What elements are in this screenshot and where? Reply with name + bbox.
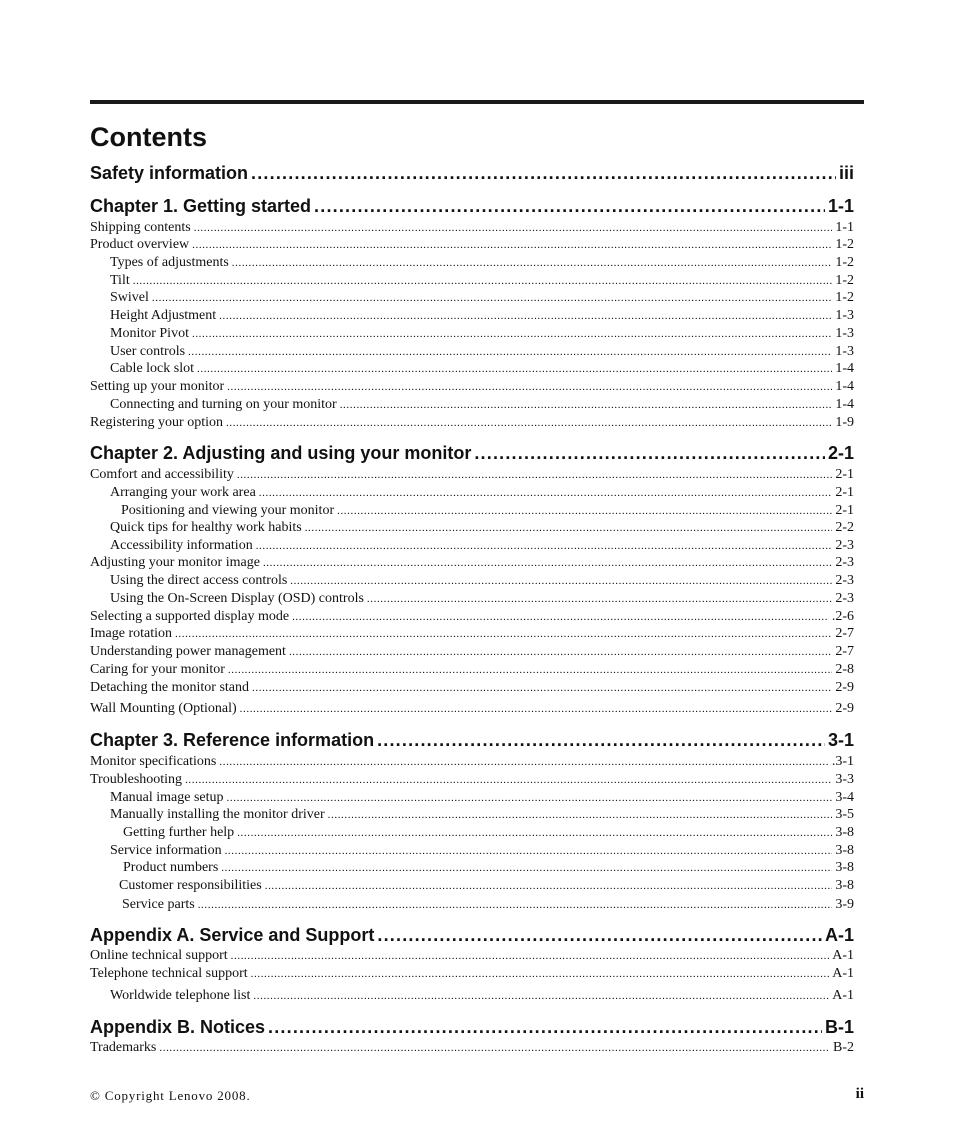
toc-page: 1-1 xyxy=(835,220,854,235)
toc-page: 2-1 xyxy=(827,443,854,463)
toc-page: 3-8 xyxy=(835,860,854,875)
toc-label: Image rotation xyxy=(90,626,173,641)
toc-entry[interactable] xyxy=(110,572,854,590)
toc-page: 3-4 xyxy=(835,790,854,805)
toc-label: Service information xyxy=(110,843,222,858)
page-number: ii xyxy=(855,1086,864,1102)
toc-entry[interactable] xyxy=(90,1039,854,1057)
toc-entry[interactable] xyxy=(90,700,854,718)
toc-page: 1-2 xyxy=(835,237,854,252)
toc-entry[interactable] xyxy=(90,965,854,983)
toc-label: Monitor specifications xyxy=(90,754,217,769)
toc-entry[interactable] xyxy=(90,608,854,626)
toc-page: 1-4 xyxy=(835,379,854,394)
toc-label: Adjusting your monitor image xyxy=(90,555,260,570)
toc-page: A-1 xyxy=(832,966,854,981)
toc-label: Connecting and turning on your monitor xyxy=(110,397,337,412)
toc-page: 1-2 xyxy=(835,273,854,288)
toc-page: B-1 xyxy=(824,1017,854,1037)
toc-entry-appendix-b[interactable] xyxy=(90,1016,854,1038)
toc-page: 2-3 xyxy=(835,555,854,570)
toc-label: Appendix B. Notices xyxy=(90,1017,266,1037)
toc-label: Customer responsibilities xyxy=(119,878,262,893)
toc-label: Quick tips for healthy work habits xyxy=(110,520,302,535)
toc-entry[interactable] xyxy=(110,987,854,1005)
toc-page: 2-1 xyxy=(835,467,854,482)
copyright-notice: © Copyright Lenovo 2008. xyxy=(90,1088,251,1103)
toc-page: A-1 xyxy=(824,925,854,945)
toc-label: Chapter 3. Reference information xyxy=(90,730,375,750)
toc-label: Swivel xyxy=(110,290,149,305)
toc-entry-chapter-2[interactable] xyxy=(90,442,854,464)
toc-label: Worldwide telephone list xyxy=(110,988,251,1003)
toc-entry[interactable] xyxy=(90,753,854,771)
toc-label: Wall Mounting (Optional) xyxy=(90,701,237,716)
toc-label: Registering your option xyxy=(90,415,223,430)
toc-page: 3-1 xyxy=(827,730,854,750)
toc-label: Troubleshooting xyxy=(90,772,183,787)
toc-entry[interactable] xyxy=(90,414,854,432)
toc-page: 1-3 xyxy=(835,344,854,359)
toc-entry[interactable] xyxy=(110,590,854,608)
toc-page: 1-2 xyxy=(835,255,854,270)
toc-label: Using the direct access controls xyxy=(110,573,288,588)
toc-label: Service parts xyxy=(122,897,195,912)
toc-label: Product overview xyxy=(90,237,190,252)
toc-label: Types of adjustments xyxy=(110,255,229,270)
toc-label: Accessibility information xyxy=(110,538,253,553)
toc-entry[interactable] xyxy=(90,625,854,643)
toc-label: Product numbers xyxy=(123,860,219,875)
toc-entry[interactable] xyxy=(90,947,854,965)
toc-entry[interactable] xyxy=(119,877,854,895)
toc-label: Selecting a supported display mode xyxy=(90,609,290,624)
toc-page: 3-8 xyxy=(835,825,854,840)
toc-page: .3-1 xyxy=(831,754,854,769)
toc-entry[interactable] xyxy=(90,219,854,237)
toc-label: Manually installing the monitor driver xyxy=(110,807,325,822)
toc-page: .2-6 xyxy=(831,609,854,624)
toc-label: Caring for your monitor xyxy=(90,662,225,677)
toc-entry[interactable] xyxy=(110,343,854,361)
toc-label: Appendix A. Service and Support xyxy=(90,925,375,945)
toc-entry[interactable] xyxy=(122,896,854,914)
toc-page: 1-4 xyxy=(835,361,854,376)
toc-entry[interactable] xyxy=(110,484,854,502)
page-title: Contents xyxy=(90,122,207,152)
toc-entry[interactable] xyxy=(90,661,854,679)
toc-label: Positioning and viewing your monitor xyxy=(121,503,335,518)
toc-label: Detaching the monitor stand xyxy=(90,680,250,695)
toc-entry[interactable] xyxy=(110,806,854,824)
toc-entry[interactable] xyxy=(110,289,854,307)
toc-page: 2-7 xyxy=(835,644,854,659)
toc-label: Monitor Pivot xyxy=(110,326,189,341)
toc-label: User controls xyxy=(110,344,186,359)
toc-page: 2-9 xyxy=(835,701,854,716)
toc-entry-chapter-1[interactable] xyxy=(90,195,854,217)
toc-page: 3-3 xyxy=(835,772,854,787)
toc-entry[interactable] xyxy=(110,842,854,860)
toc-entry[interactable] xyxy=(123,859,854,877)
toc-page: A-1 xyxy=(832,988,854,1003)
toc-page: 3-8 xyxy=(835,878,854,893)
toc-label: Shipping contents xyxy=(90,220,191,235)
toc-entry[interactable] xyxy=(90,554,854,572)
toc-entry[interactable] xyxy=(110,272,854,290)
toc-label: Height Adjustment xyxy=(110,308,217,323)
toc-label: Chapter 2. Adjusting and using your monitor xyxy=(90,443,472,463)
toc-page: 1-3 xyxy=(835,326,854,341)
toc-entry[interactable] xyxy=(90,679,854,697)
toc-page: 2-3 xyxy=(835,591,854,606)
toc-page: 3-9 xyxy=(835,897,854,912)
toc-page: 2-3 xyxy=(835,573,854,588)
toc-page: 1-4 xyxy=(835,397,854,412)
toc-label: Telephone technical support xyxy=(90,966,248,981)
toc-page: 1-9 xyxy=(835,415,854,430)
toc-label: Comfort and accessibility xyxy=(90,467,234,482)
toc-label: Tilt xyxy=(110,273,130,288)
toc-label: Using the On-Screen Display (OSD) controls xyxy=(110,591,364,606)
toc-label: Setting up your monitor xyxy=(90,379,225,394)
toc-page: 1-1 xyxy=(827,196,854,216)
toc-page: 2-1 xyxy=(835,503,854,518)
toc-entry[interactable] xyxy=(90,771,854,789)
toc-page: 1-2 xyxy=(835,290,854,305)
toc-page: 2-8 xyxy=(835,662,854,677)
toc-page: 2-1 xyxy=(835,485,854,500)
toc-label: Trademarks xyxy=(90,1040,157,1055)
toc-entry[interactable] xyxy=(110,325,854,343)
toc-entry-appendix-a[interactable] xyxy=(90,924,854,946)
toc-entry[interactable] xyxy=(90,466,854,484)
toc-entry[interactable] xyxy=(110,360,854,378)
toc-page: 3-8 xyxy=(835,843,854,858)
toc-page: 2-2 xyxy=(835,520,854,535)
toc-entry[interactable] xyxy=(110,537,854,555)
toc-label: Arranging your work area xyxy=(110,485,256,500)
toc-page: 2-7 xyxy=(835,626,854,641)
toc-page: A-1 xyxy=(832,948,854,963)
toc-label: Cable lock slot xyxy=(110,361,194,376)
toc-page: 2-3 xyxy=(835,538,854,553)
toc-entry[interactable] xyxy=(90,643,854,661)
toc-label: Getting further help xyxy=(123,825,235,840)
toc-entry-chapter-3[interactable] xyxy=(90,729,854,751)
toc-entry[interactable] xyxy=(110,307,854,325)
toc-entry[interactable] xyxy=(121,502,854,520)
toc-entry-safety[interactable] xyxy=(90,162,854,184)
toc-entry[interactable] xyxy=(110,519,854,537)
toc-label: Manual image setup xyxy=(110,790,224,805)
toc-label: Understanding power management xyxy=(90,644,286,659)
toc-entry[interactable] xyxy=(90,378,854,396)
toc-page: iii xyxy=(838,163,854,183)
toc-entry[interactable] xyxy=(110,789,854,807)
toc-label: Online technical support xyxy=(90,948,228,963)
toc-page: 1-3 xyxy=(835,308,854,323)
toc-entry[interactable] xyxy=(110,396,854,414)
toc-entry[interactable] xyxy=(90,236,854,254)
toc-page: B-2 xyxy=(833,1040,854,1055)
toc-label: Chapter 1. Getting started xyxy=(90,196,312,216)
toc-label: Safety information xyxy=(90,163,249,183)
toc-entry[interactable] xyxy=(123,824,854,842)
toc-page: 2-9 xyxy=(835,680,854,695)
toc-page: 3-5 xyxy=(835,807,854,822)
toc-entry[interactable] xyxy=(110,254,854,272)
